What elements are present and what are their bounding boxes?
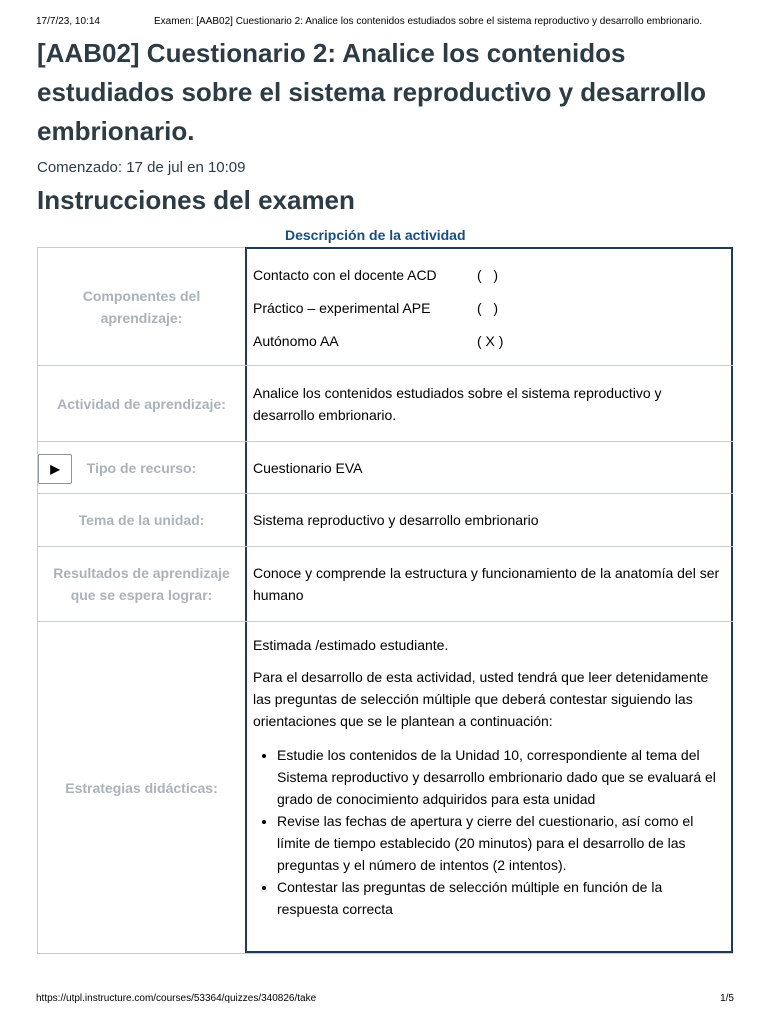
table-row-activity [37, 366, 733, 442]
unit-topic-text: Sistema reproductivo y desarrollo embrionario [253, 512, 539, 528]
table-row-resource [37, 442, 733, 494]
list-item: • Estudie los contenidos de la Unidad 10, correspondiente al tema del Sistema reproductivo y desarrollo embrionario dado que se evaluará el grado de conocimiento adquiridos para esta unidad [277, 744, 721, 810]
activity-text: Analice los contenidos estudiados sobre el sistema reproductivo y desarrollo embrionario. [253, 384, 662, 423]
strategies-list [253, 744, 721, 920]
component-item-mark: ( ) [477, 266, 498, 283]
page-title: [AAB02] Cuestionario 2: Analice los contenidos estudiados sobre el sistema reproductivo y desarrollo embrionario. [37, 38, 706, 146]
page-number: 1/5 [720, 993, 734, 1004]
component-item-mark: ( X ) [477, 332, 504, 349]
activity-label: Actividad de aprendizaje: [37, 366, 245, 441]
strategies-label: Estrategias didácticas: [37, 622, 245, 953]
print-datetime: 17/7/23, 10:14 [36, 16, 100, 27]
component-item-label: Contacto con el docente ACD [253, 266, 437, 283]
play-button[interactable] [38, 454, 72, 484]
strategies-intro: Para el desarrollo de esta actividad, usted tendrá que leer detenidamente las preguntas de selección múltiple que deberá contestar siguiendo las orientaciones que se le plantean a continuación: [253, 669, 709, 729]
table-row-outcomes [37, 547, 733, 622]
component-item-mark: ( ) [477, 299, 498, 316]
activity-description-table [37, 247, 733, 954]
components-label: Componentes del aprendizaje: [37, 247, 245, 365]
print-doc-title: Examen: [AAB02] Cuestionario 2: Analice los contenidos estudiados sobre el sistema reproductivo y desarrollo embrionario. [154, 16, 703, 27]
component-item [253, 258, 721, 291]
list-item: • Revise las fechas de apertura y cierre del cuestionario, así como el límite de tiempo establecido (20 minutos) para el desarrollo de las preguntas y el número de intentos (2 intentos). [277, 810, 721, 876]
resource-label: Tipo de recurso: [86, 459, 197, 476]
strategies-greeting: Estimada /estimado estudiante. [253, 637, 449, 653]
outcomes-value [245, 547, 733, 621]
resource-value [245, 442, 733, 493]
unit-topic-value [245, 494, 733, 546]
table-caption: Descripción de la actividad [285, 227, 466, 243]
components-value [245, 247, 733, 365]
resource-label-cell [37, 442, 245, 493]
component-item [253, 291, 721, 324]
table-row-components [37, 247, 733, 366]
component-item [253, 324, 721, 357]
component-item-label: Práctico – experimental APE [253, 299, 431, 316]
started-timestamp: Comenzado: 17 de jul en 10:09 [37, 159, 246, 176]
unit-topic-label: Tema de la unidad: [37, 494, 245, 546]
outcomes-label: Resultados de aprendizaje que se espera lograr: [37, 547, 245, 621]
section-title: Instrucciones del examen [37, 185, 355, 215]
table-row-strategies [37, 622, 733, 954]
strategies-value [245, 622, 733, 953]
activity-value [245, 366, 733, 441]
component-item-label: Autónomo AA [253, 332, 339, 349]
print-url: https://utpl.instructure.com/courses/53364/quizzes/340826/take [36, 993, 317, 1004]
resource-text: Cuestionario EVA [253, 459, 363, 476]
play-icon: ▶ [50, 462, 60, 476]
print-header [36, 16, 732, 30]
list-item: • Contestar las preguntas de selección múltiple en función de la respuesta correcta [277, 876, 721, 920]
table-row-unit-topic [37, 494, 733, 547]
outcomes-text: Conoce y comprende la estructura y funcionamiento de la anatomía del ser humano [253, 565, 720, 603]
